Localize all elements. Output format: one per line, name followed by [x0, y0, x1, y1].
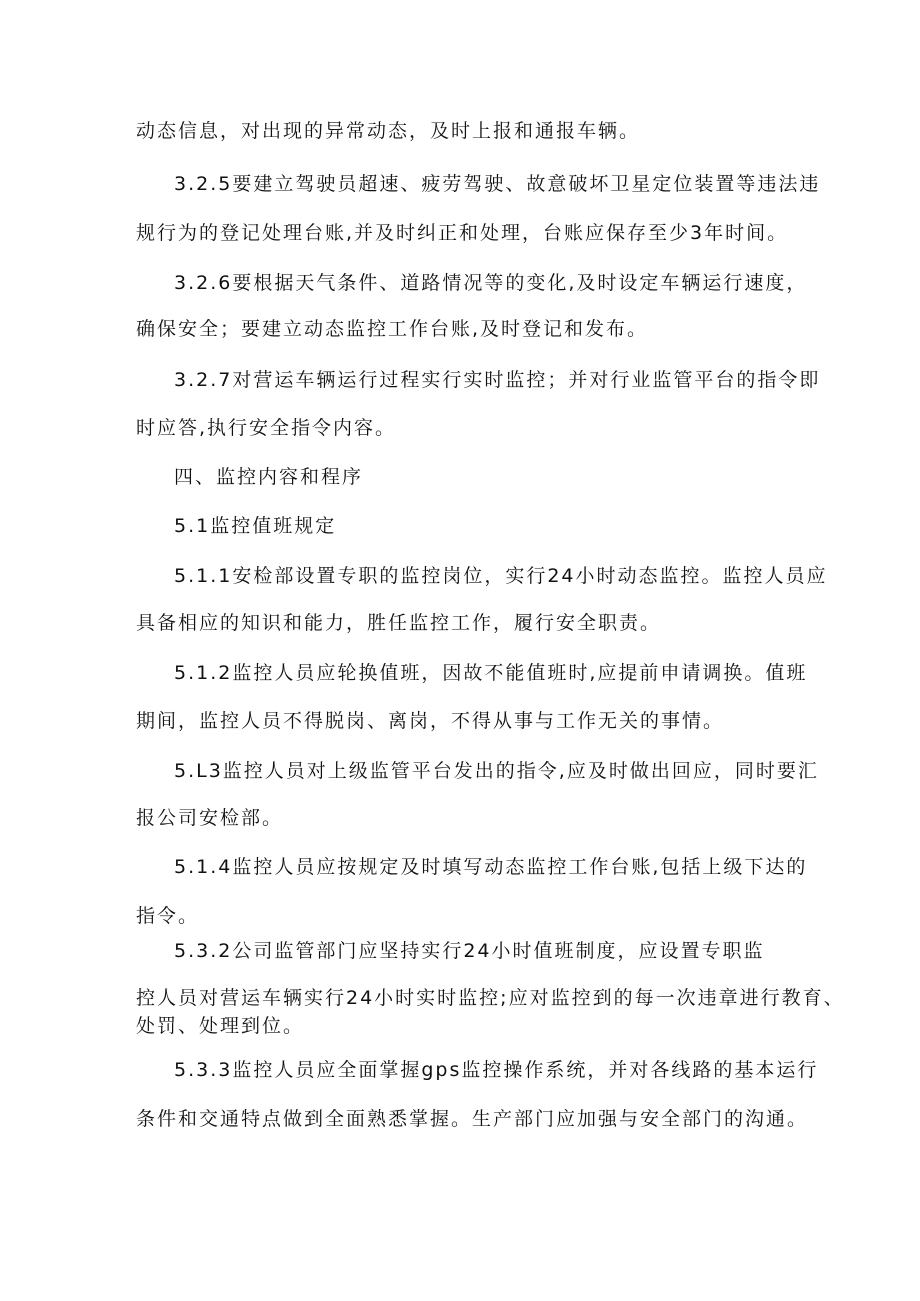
text-line-1: 动态信息，对出现的异常动态，及时上报和通报车辆。	[136, 120, 641, 142]
text-line-3: 规行为的登记处理台账,并及时纠正和处理，台账应保存至少3年时间。	[136, 222, 789, 244]
text-line-13: 期间，监控人员不得脱岗、离岗，不得从事与工作无关的事情。	[136, 710, 725, 732]
text-line-7: 时应答,执行安全指令内容。	[136, 417, 397, 439]
text-line-6: 3.2.7对营运车辆运行过程实行实时监控；并对行业监管平台的指令即	[174, 369, 821, 391]
text-line-22: 条件和交通特点做到全面熟悉掌握。生产部门应加强与安全部门的沟通。	[136, 1108, 809, 1130]
text-line-18: 5.3.2公司监管部门应坚持实行24小时值班制度，应设置专职监	[174, 940, 765, 962]
text-line-15: 报公司安检部。	[136, 807, 284, 829]
text-line-14: 5.L3监控人员对上级监管平台发出的指令,应及时做出回应，同时要汇	[174, 760, 819, 782]
section-heading: 四、监控内容和程序	[174, 466, 364, 488]
text-line-4: 3.2.6要根据天气条件、道路情况等的变化,及时设定车辆运行速度，	[174, 272, 808, 294]
text-line-11: 具备相应的知识和能力，胜任监控工作，履行安全职责。	[136, 612, 662, 634]
subsection-heading: 5.1监控值班规定	[174, 515, 337, 537]
text-line-16: 5.1.4监控人员应按规定及时填写动态监控工作台账,包括上级下达的	[174, 856, 808, 878]
text-line-17: 指令。	[136, 905, 200, 927]
text-line-19: 控人员对营运车辆实行24小时实时监控;应对监控到的每一次违章进行教育、	[136, 987, 845, 1009]
text-line-12: 5.1.2监控人员应轮换值班，因故不能值班时,应提前申请调换。值班	[174, 662, 808, 684]
text-line-20: 处罚、处理到位。	[136, 1015, 305, 1037]
text-line-2: 3.2.5要建立驾驶员超速、疲劳驾驶、故意破坏卫星定位装置等违法违	[174, 173, 821, 195]
text-line-5: 确保安全；要建立动态监控工作台账,及时登记和发布。	[136, 318, 649, 340]
text-line-10: 5.1.1安检部设置专职的监控岗位，实行24小时动态监控。监控人员应	[174, 565, 828, 587]
text-line-21: 5.3.3监控人员应全面掌握gps监控操作系统，并对各线路的基本运行	[174, 1059, 819, 1081]
